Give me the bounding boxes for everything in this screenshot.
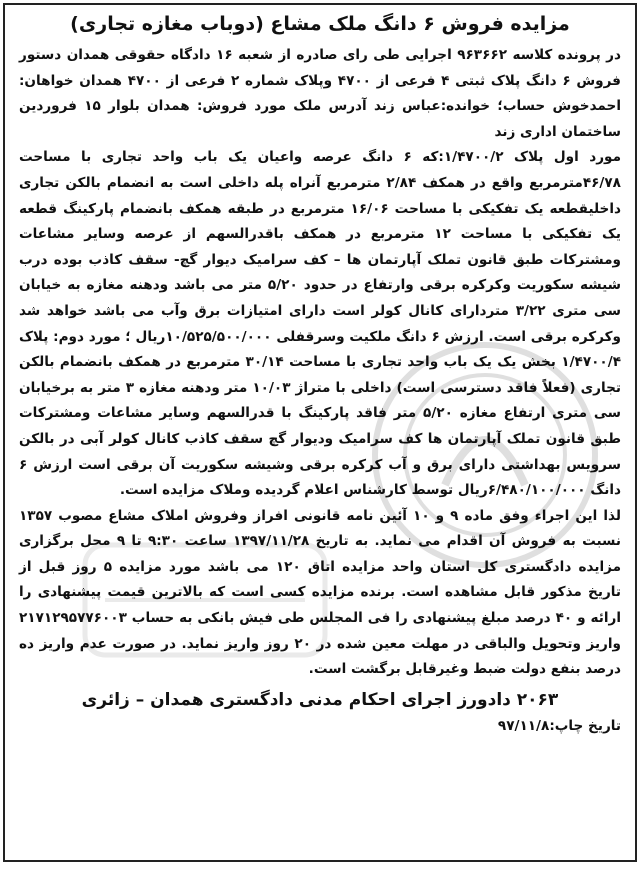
notice-paragraph-terms: لذا این اجراء وفق ماده ۹ و ۱۰ آئین نامه قانونی افراز وفروش املاک مشاع مصوب ۱۳۵۷ نسبت به فروش آن اقدام می نماید. به تاریخ ۱۳۹۷/۱۱/۲۸ ساعت ۹:۳۰ تا ۹ محل برگزاری مزایده دادگستری کل استان واحد مزایده اتاق ۱۲۰ می باشد مورد مزایده ۵ روز قبل از تاریخ مذکور قابل مشاهده است. برنده مزایده کسی است که بالاترین قیمت پیشنهادی را ارائه و ۴۰ درصد مبلغ پیشنهادی را فی المجلس طی فیش بانکی به حساب ۲۱۷۱۲۹۵۷۷۶۰۰۳ واریز وتحویل والباقی در مهلت معین شده در ۲۰ روز واریز نماید. در صورت عدم واریز ده درصد بنفع دولت ضبط وغیرقابل برگشت است. xyxy=(19,507,621,678)
notice-paragraph-case: در پرونده کلاسه ۹۶۳۶۶۲ اجرایی طی رای صادره از شعبه ۱۶ دادگاه حقوقی همدان دستور فروش ۶ دانگ پلاک ثبتی ۴ فرعی از ۴۷۰۰ وپلاک شماره ۲ فرعی از ۴۷۰۰ همدان خواهان: احمدخوش حساب؛ خوانده:عباس زند آدرس ملک مورد فروش: همدان بلوار ۱۵ فروردین ساختمان اداری زند xyxy=(19,47,621,140)
notice-signature: ۲۰۶۳ دادورز اجرای احکام مدنی دادگستری همدان – زائری xyxy=(81,689,559,710)
notice-body xyxy=(19,43,621,683)
notice-title: مزایده فروش ۶ دانگ ملک مشاع (دوباب مغازه تجاری) xyxy=(70,13,570,35)
print-date: تاریخ چاپ:۹۷/۱۱/۸ xyxy=(497,717,621,734)
auction-notice xyxy=(3,3,637,862)
notice-paragraph-properties: مورد اول پلاک ۱/۴۷۰۰/۲:که ۶ دانگ عرصه واعیان یک باب واحد تجاری با مساحت ۴۶/۷۸مترمربع واقع در همکف ۲/۸۴ مترمربع آنراه پله داخلی است به انضمام بالکن تجاری داخلیقطعه یک تفکیکی با مساحت ۱۶/۰۶ مترمربع در طبقه همکف بانضمام پارکینگ قطعه یک تفکیکی با مساحت ۱۲ مترمربع در همکف باقدرالسهم از عرصه وسایر مشاعات ومشترکات طبق قانون تملک آپارتمان ها – کف سرامیک دیوار گچ- سقف کاذب بوده درب شیشه سکوریت وکرکره برقی وارتفاع در حدود ۵/۲۰ متر می باشد ودهنه مغازه به خیابان سی متری ۳/۲۲ متردارای کانال کولر است دارای امتیازات برق وآب می باشد خواهد شد وکرکره برقی است. ارزش ۶ دانگ ملکیت وسرقفلی ۱۰/۵۲۵/۵۰۰/۰۰۰ریال ؛ مورد دوم: پلاک ۱/۴۷۰۰/۴ بخش یک یک باب واحد تجاری با مساحت ۳۰/۱۴ مترمربع در همکف بانضمام بالکن تجاری (فعلاً فاقد دسترسی است) داخلی با متراژ ۱۰/۰۳ متر ودهنه مغازه ۳ متر به برخیابان سی متری ارتفاع مغازه ۵/۲۰ متر فاقد پارکینگ با قدرالسهم وسایر مشاعات ومشترکات طبق قانون تملک آپارتمان ها کف سرامیک ودیوار گچ سقف کاذب کانال کولر آبی در بالکن سرویس بهداشتی دارای برق و آب کرکره برقی وشیشه سکوریت آن برقی است ارزش ۶ دانگ ۶/۴۸۰/۱۰۰/۰۰۰ریال توسط کارشناس اعلام گردیده وملاک مزایده است. xyxy=(19,149,621,499)
